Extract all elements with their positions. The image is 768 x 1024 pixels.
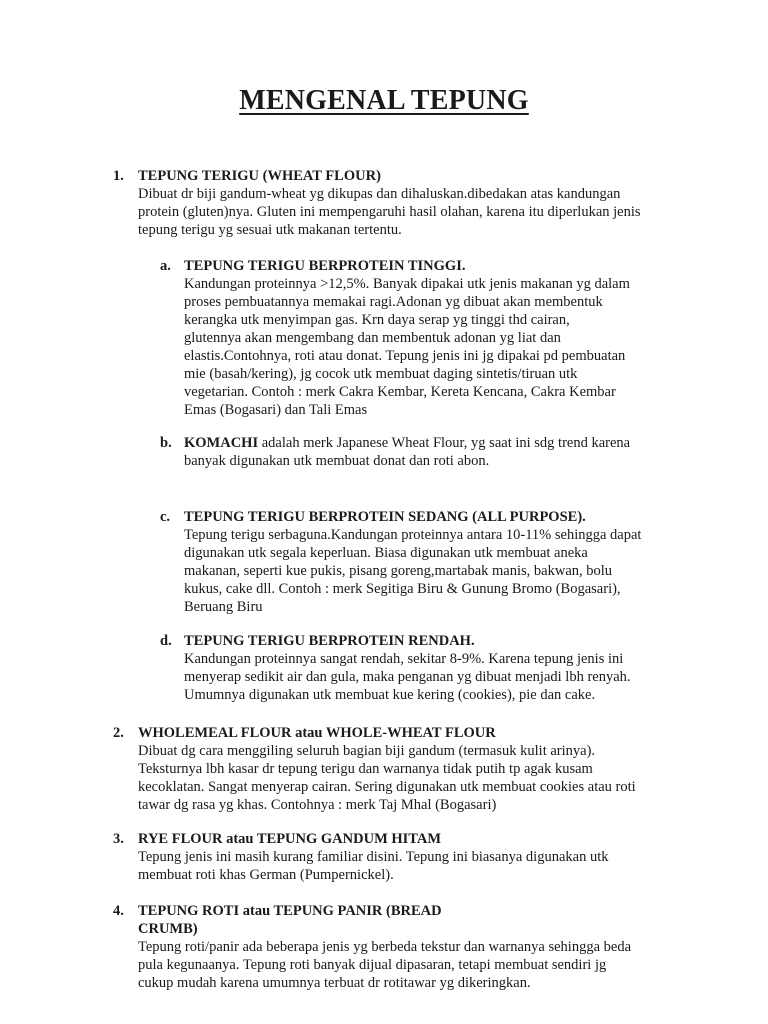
body-line: Tepung roti/panir ada beberapa jenis yg berbeda tekstur dan warnanya sehingga beda [138,939,631,955]
subsection-letter: a. [160,258,171,274]
subsection-d [184,632,631,704]
subsection-letter: b. [160,435,172,451]
brand-name: KOMACHI [184,435,259,451]
body-line: Tepung terigu serbaguna.Kandungan proteinnya antara 10-11% sehingga dapat [184,527,642,543]
body-line: kerangka utk menyimpan gas. Krn daya serap yg tinggi thd cairan, [184,312,570,328]
body-line: Emas (Bogasari) dan Tali Emas [184,402,368,418]
body-line: menyerap sedikit air dan gula, maka penganan yg dibuat menjadi lbh renyah. [184,669,631,685]
body-line: kukus, cake dll. Contoh : merk Segitiga Biru & Gunung Bromo (Bogasari), [184,581,621,597]
body-line: makanan, seperti kue pukis, pisang goreng,martabak manis, bakwan, bolu [184,563,613,579]
body-line: membuat roti khas German (Pumpernickel). [138,867,394,883]
page-title: MENGENAL TEPUNG [239,85,529,116]
subsection-heading: TEPUNG TERIGU BERPROTEIN TINGGI. [184,258,466,274]
section-2 [138,724,678,814]
body-line: protein (gluten)nya. Gluten ini mempengaruhi hasil olahan, karena itu diperlukan jenis [138,204,641,220]
subsection-a [184,257,630,419]
body-text: adalah merk Japanese Wheat Flour, yg saat ini sdg trend karena [258,435,631,451]
section-number: 3. [113,831,124,847]
body-line: Dibuat dg cara menggiling seluruh bagian biji gandum (termasuk kulit arinya). [138,743,596,759]
section-heading: TEPUNG ROTI atau TEPUNG PANIR (BREAD [138,903,442,919]
body-line: pula kegunaanya. Tepung roti banyak dijual dipasaran, tetapi membuat sendiri jg [138,957,607,973]
section-3 [138,830,678,884]
body-line: Tepung jenis ini masih kurang familiar disini. Tepung ini biasanya digunakan utk [138,849,609,865]
body-line: vegetarian. Contoh : merk Cakra Kembar, Kereta Kencana, Cakra Kembar [184,384,616,400]
subsection-c [184,508,641,616]
body-line: digunakan utk segala keperluan. Biasa digunakan utk membuat aneka [184,545,588,561]
body-line: cukup mudah karena umumnya terbuat dr rotitawar yg dikeringkan. [138,975,531,991]
section-heading: RYE FLOUR atau TEPUNG GANDUM HITAM [138,831,442,847]
section-4 [138,902,678,992]
body-line: Kandungan proteinnya sangat rendah, sekitar 8-9%. Karena tepung jenis ini [184,651,624,667]
section-heading: CRUMB) [138,921,198,937]
subsection-heading: TEPUNG TERIGU BERPROTEIN SEDANG (ALL PURPOSE). [184,509,586,525]
section-number: 2. [113,725,124,741]
body-line: proses pembuatannya memakai ragi.Adonan yg dibuat akan membentuk [184,294,603,310]
section-heading: TEPUNG TERIGU (WHEAT FLOUR) [138,168,381,184]
body-line: Kandungan proteinnya >12,5%. Banyak dipakai utk jenis makanan yg dalam [184,276,630,292]
body-line: elastis.Contohnya, roti atau donat. Tepung jenis ini jg dipakai pd pembuatan [184,348,626,364]
body-line: Beruang Biru [184,599,263,615]
body-line [184,434,630,452]
subsection-b [184,434,630,470]
section-number: 4. [113,903,124,919]
body-line: banyak digunakan utk membuat donat dan roti abon. [184,453,490,469]
subsection-heading: TEPUNG TERIGU BERPROTEIN RENDAH. [184,633,475,649]
body-line: tepung terigu yg sesuai utk makanan tertentu. [138,222,402,238]
section-number: 1. [113,168,124,184]
body-line: mie (basah/kering), jg cocok utk membuat daging sintetis/tiruan utk [184,366,578,382]
subsection-letter: c. [160,509,171,525]
body-line: tawar dg rasa yg khas. Contohnya : merk Taj Mhal (Bogasari) [138,797,497,813]
section-1 [138,167,678,239]
body-line: Umumnya digunakan utk membuat kue kering (cookies), pie dan cake. [184,687,596,703]
subsection-letter: d. [160,633,172,649]
section-heading: WHOLEMEAL FLOUR atau WHOLE-WHEAT FLOUR [138,725,496,741]
body-line: glutennya akan mengembang dan membentuk adonan yg liat dan [184,330,561,346]
body-line: Teksturnya lbh kasar dr tepung terigu dan warnanya tidak putih tp agak kusam [138,761,593,777]
body-line: Dibuat dr biji gandum-wheat yg dikupas dan dihaluskan.dibedakan atas kandungan [138,186,621,202]
body-line: kecoklatan. Sangat menyerap cairan. Sering digunakan utk membuat cookies atau roti [138,779,636,795]
